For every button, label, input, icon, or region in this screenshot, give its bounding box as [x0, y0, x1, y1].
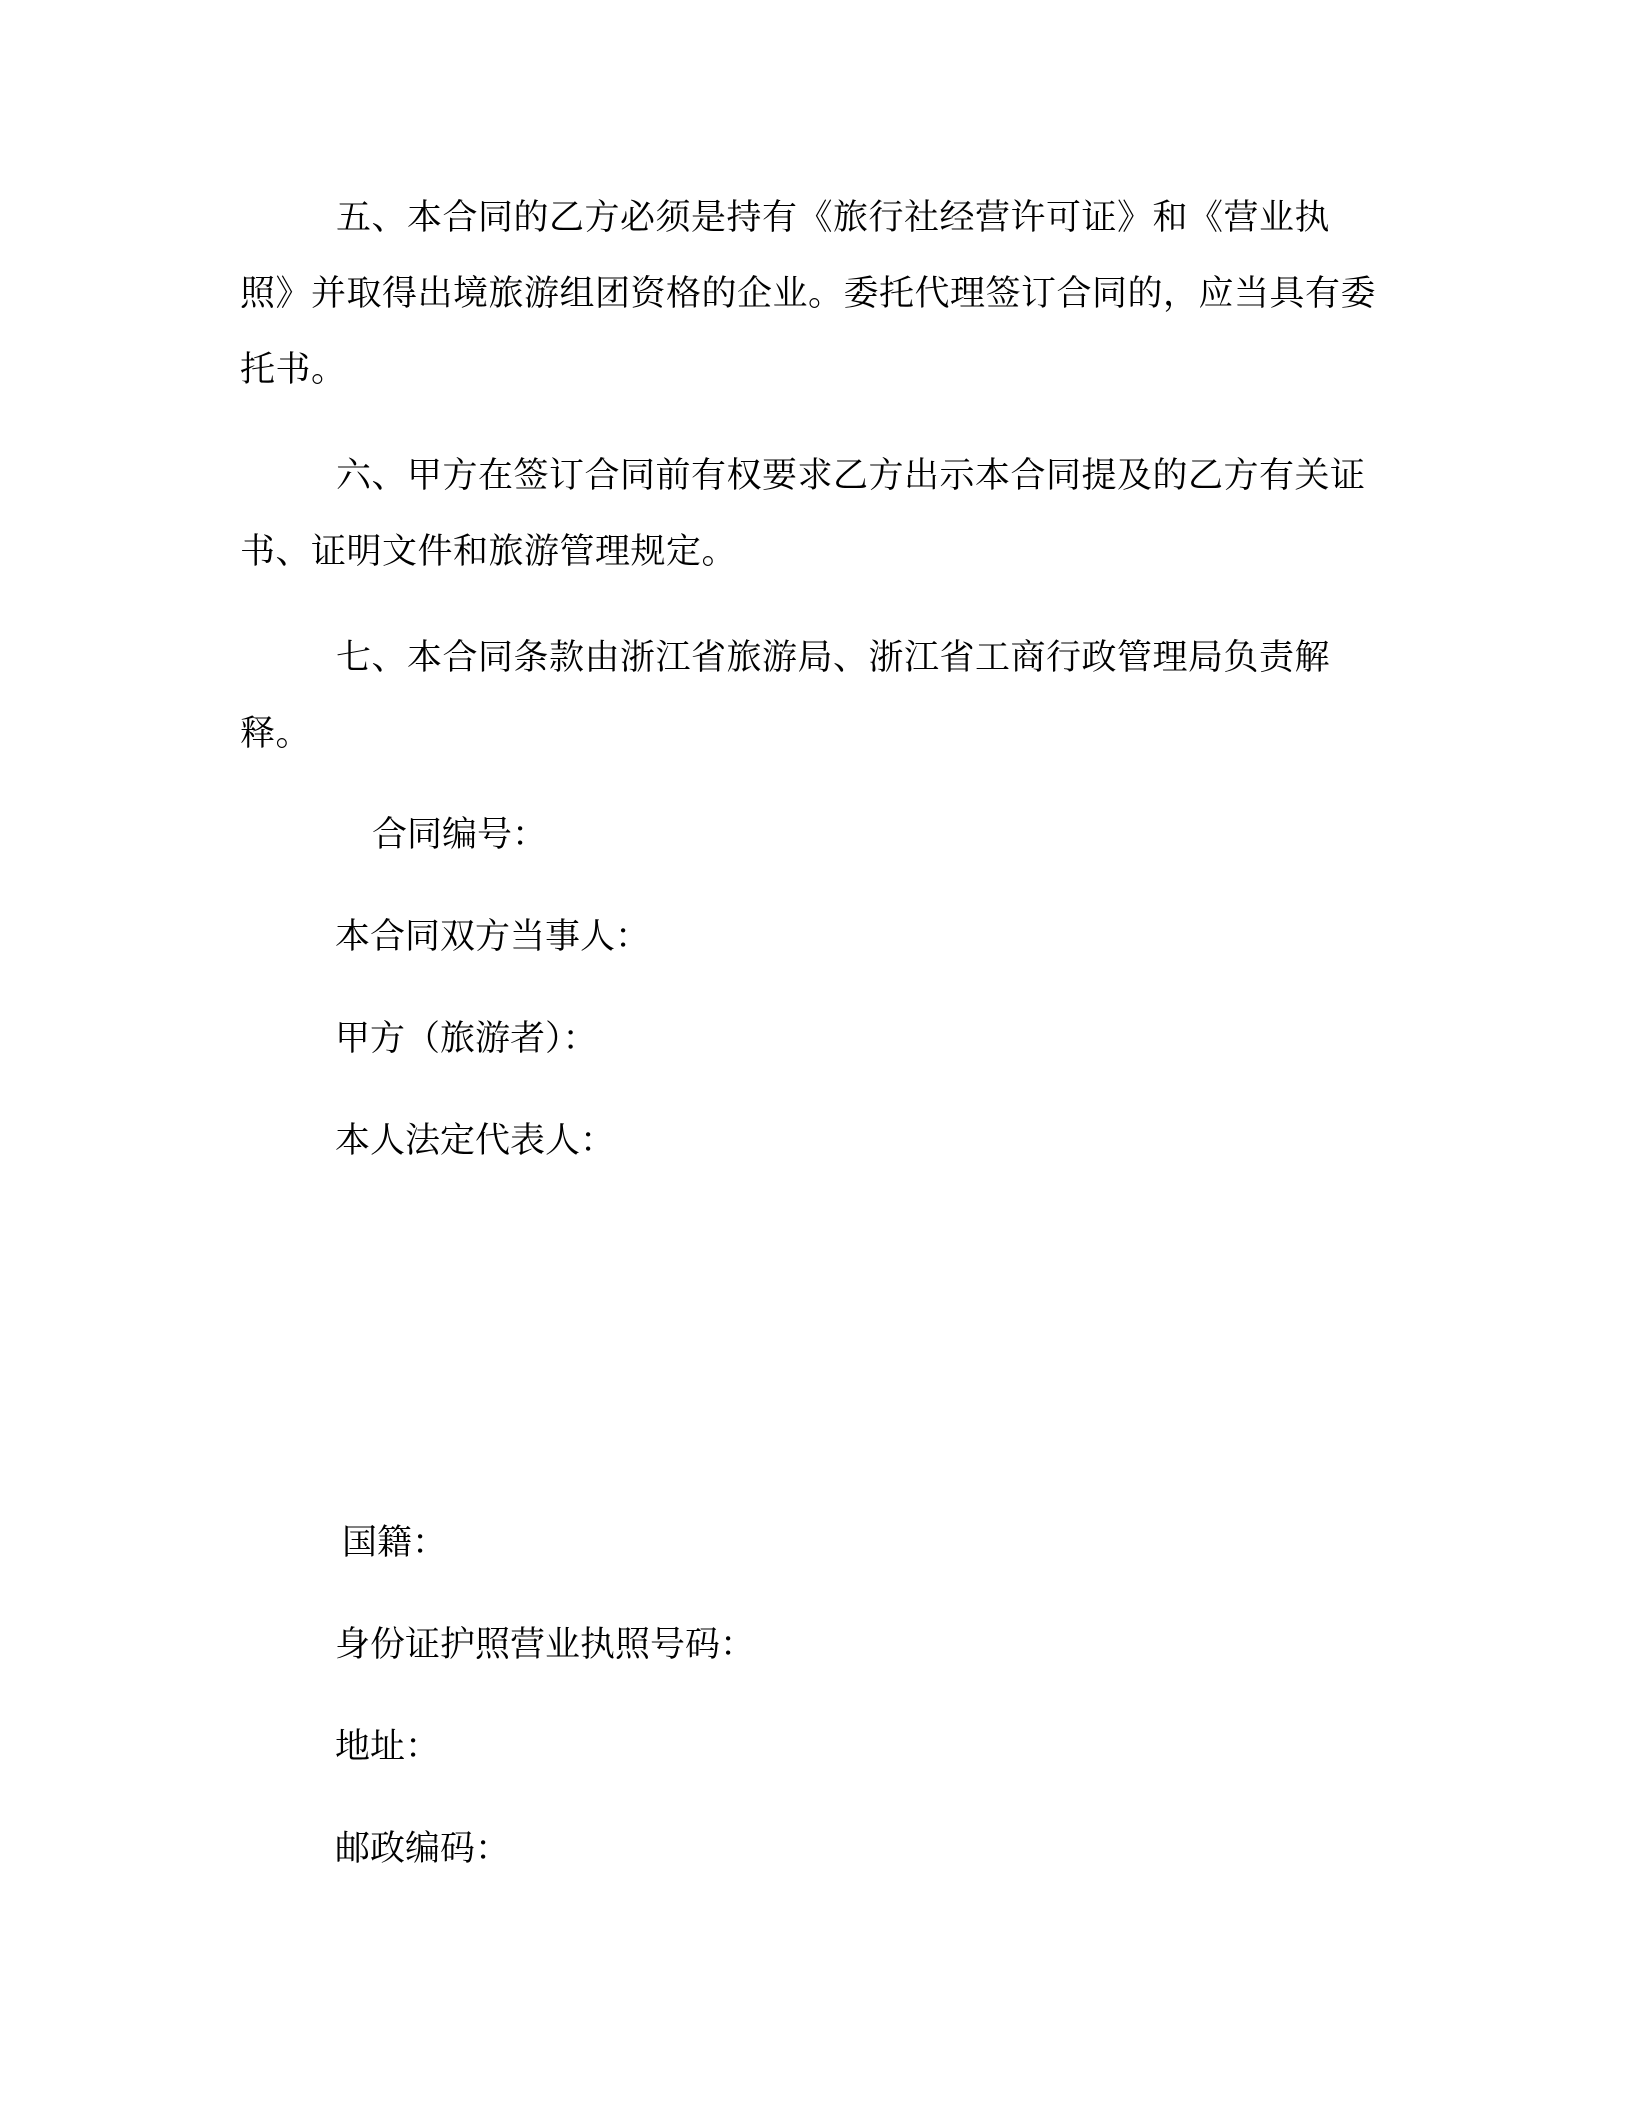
party-a-label: 甲方（旅游者）：	[335, 1019, 598, 1059]
postal-code-label: 邮政编码：	[335, 1829, 511, 1869]
clause-6-paragraph: 六、甲方在签订合同前有权要求乙方出示本合同提及的乙方有关证书、证明文件和旅游管理规定。	[240, 456, 1366, 572]
nationality-label: 国籍：	[342, 1523, 448, 1563]
clause-7-paragraph: 七、本合同条款由浙江省旅游局、浙江省工商行政管理局负责解释。	[240, 638, 1331, 754]
parties-label: 本合同双方当事人：	[335, 917, 651, 957]
contract-number-label: 合同编号：	[372, 815, 548, 855]
id-number-label: 身份证护照营业执照号码：	[335, 1625, 756, 1665]
legal-representative-label: 本人法定代表人：	[335, 1121, 616, 1161]
address-label: 地址：	[335, 1727, 441, 1767]
clause-5-paragraph: 五、本合同的乙方必须是持有《旅行社经营许可证》和《营业执照》并取得出境旅游组团资格的企业。委托代理签订合同的，应当具有委托书。	[240, 198, 1377, 390]
